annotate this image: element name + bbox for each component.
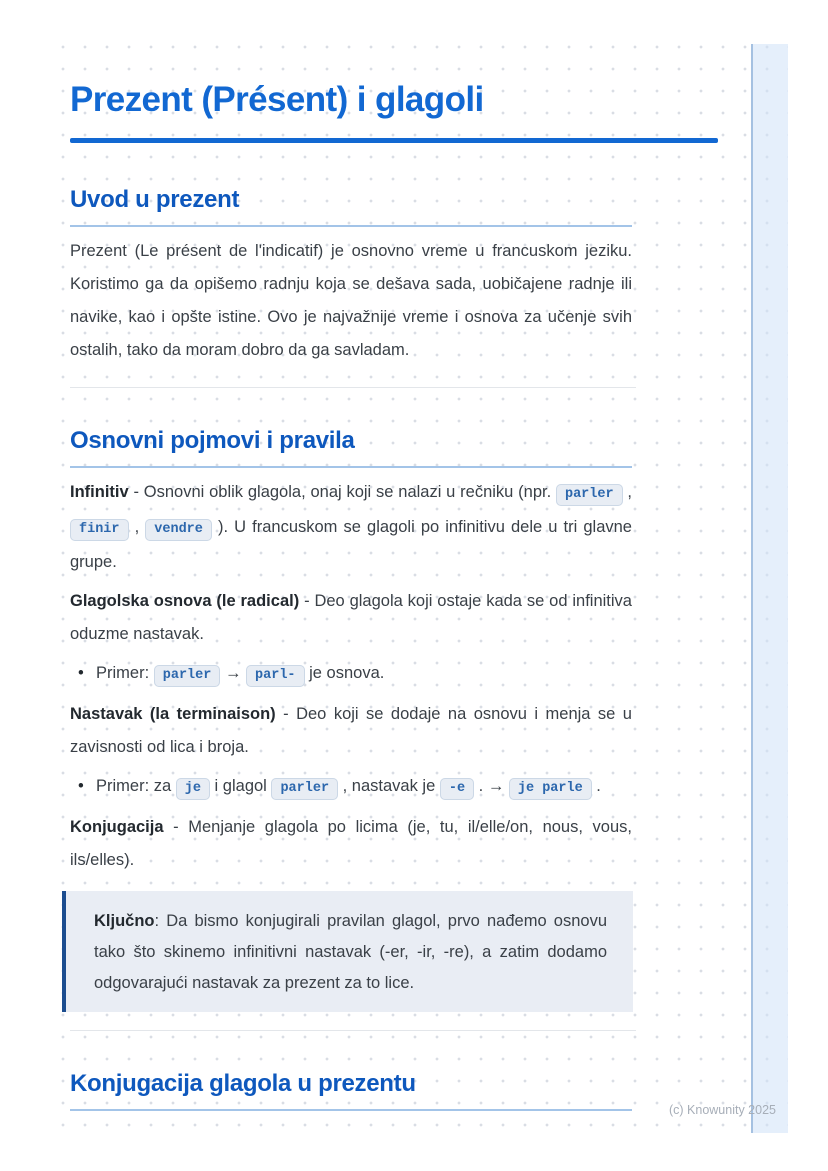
right-margin-strip — [751, 44, 788, 1133]
section-divider — [70, 1030, 636, 1031]
text-segment: - Deo koji se dodaje na osnovu i menja se u zavisnosti od lica i broja. — [70, 705, 632, 756]
content-column — [70, 66, 632, 1111]
term-lead: Nastavak (la terminaison) — [70, 705, 276, 723]
text-segment: ). U francuskom se glagoli po infinitivu dele u tri glavne grupe. — [70, 518, 632, 571]
example-list — [70, 657, 632, 692]
arrow-text: → — [220, 664, 247, 682]
code-badge-vendre: vendre — [145, 519, 212, 541]
code-badge-je-parle: je parle — [509, 778, 592, 800]
text-segment: , nastavak je — [338, 777, 440, 795]
code-badge-parl: parl- — [246, 665, 305, 687]
section-heading-pojmovi: Osnovni pojmovi i pravila — [70, 426, 632, 468]
term-radical — [70, 585, 632, 651]
text-segment: i glagol — [209, 777, 272, 795]
text-segment: Primer: — [96, 664, 154, 682]
term-lead: Infinitiv — [70, 483, 129, 501]
code-badge-je: je — [176, 778, 210, 800]
code-badge-finir: finir — [70, 519, 129, 541]
example-list — [70, 770, 632, 805]
section-heading-uvod: Uvod u prezent — [70, 185, 632, 227]
intro-paragraph — [70, 235, 632, 367]
arrow-text: . → — [474, 777, 509, 795]
code-badge-parler: parler — [271, 778, 338, 800]
text-segment: - Deo glagola koji ostaje kada se od infinitiva oduzme nastavak. — [70, 592, 632, 643]
code-badge-parler: parler — [154, 665, 221, 687]
text-segment: Primer: za — [96, 777, 176, 795]
text-segment: , — [622, 483, 632, 501]
section-divider — [70, 387, 636, 388]
text-segment: - Osnovni oblik glagola, onaj koji se nalazi u rečniku (npr. — [128, 483, 556, 501]
key-callout — [62, 891, 633, 1012]
page-title: Prezent (Présent) i glagoli — [70, 80, 484, 119]
copyright-footer: (c) Knowunity 2025 — [668, 1103, 776, 1117]
list-item — [70, 770, 632, 805]
title-rule — [70, 138, 718, 143]
term-terminaison — [70, 698, 632, 764]
text-segment: Prezent (Le présent de l'indicatif) je osnovno vreme u francuskom jeziku. Koristimo ga da opišemo radnju koja se dešava sada, uobičajene radnje ili navike, kao i opšte istine. Ovo je najvažnije vreme i osnova za učenje svih ostalih, tako da moram dobro da ga savladam. — [70, 242, 632, 359]
code-badge-e: -e — [440, 778, 474, 800]
term-konjugacija — [70, 811, 632, 877]
section-heading-konjugacija: Konjugacija glagola u prezentu — [70, 1069, 632, 1111]
text-segment: . — [591, 777, 601, 795]
text-segment: - Menjanje glagola po licima (je, tu, il/elle/on, nous, vous, ils/elles). — [70, 818, 632, 869]
term-lead: Glagolska osnova (le radical) — [70, 592, 300, 610]
callout-lead: Ključno — [94, 912, 155, 930]
code-badge-parler: parler — [556, 484, 623, 506]
text-segment: : Da bismo konjugirali pravilan glagol, prvo nađemo osnovu tako što skinemo infinitivni nastavak (-er, -ir, -re), a zatim dodamo odgovarajući nastavak za prezent za to lice. — [94, 912, 607, 992]
text-segment: je osnova. — [304, 664, 385, 682]
term-lead: Konjugacija — [70, 818, 164, 836]
text-segment: , — [128, 518, 146, 536]
term-infinitiv — [70, 476, 632, 579]
callout-paragraph — [94, 906, 607, 999]
list-item — [70, 657, 632, 692]
